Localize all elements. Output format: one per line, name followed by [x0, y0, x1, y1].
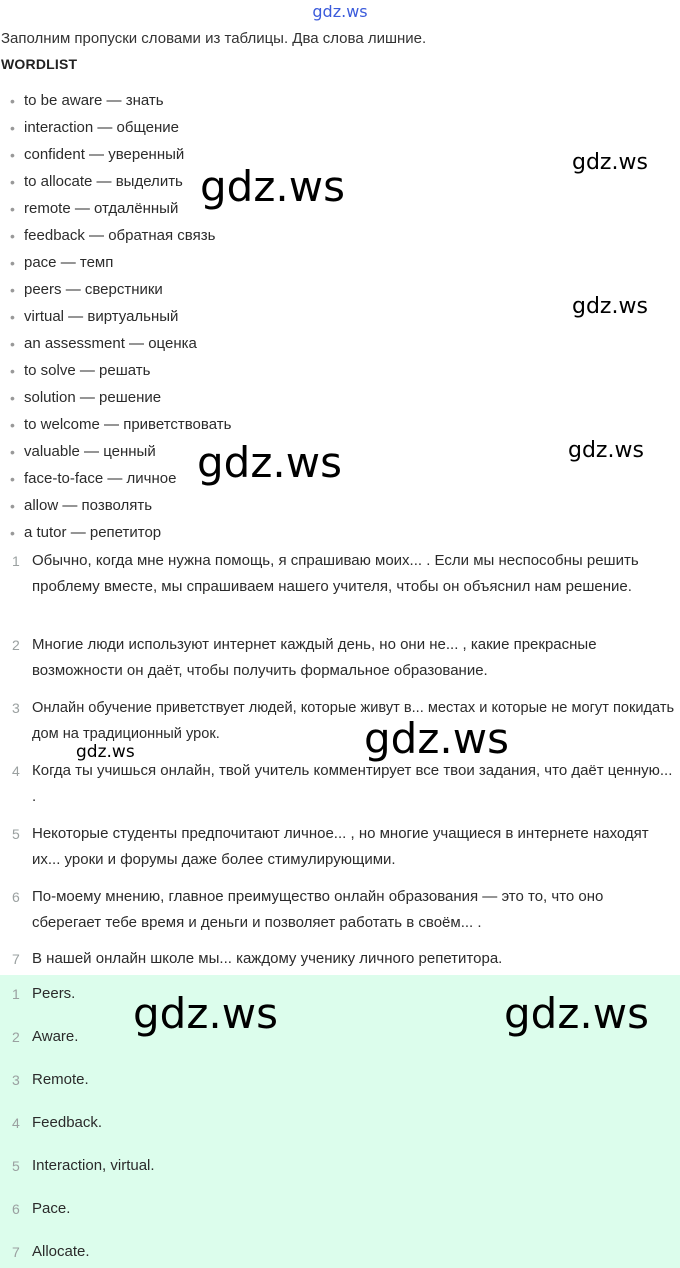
- task-text: По-моему мнению, главное преимущество онлайн образования — это то, что оно сберегает тебе время и деньги и позволяет работать в своём... .: [32, 888, 604, 931]
- task-text: Некоторые студенты предпочитают личное... , но многие учащиеся в интернете находят их... уроки и форумы даже более стимулирующими.: [32, 825, 649, 868]
- task-text: Многие люди используют интернет каждый день, но они не... , какие прекрасные возможности он даёт, чтобы получить формальное образование.: [32, 636, 597, 679]
- task-item: [0, 695, 680, 747]
- bullet-icon: •: [10, 363, 15, 379]
- answer-text: Allocate.: [32, 1243, 90, 1260]
- task-number: 2: [12, 637, 20, 653]
- answer-text: Aware.: [32, 1028, 79, 1045]
- task-number: 6: [12, 889, 20, 905]
- watermark: gdz.ws: [133, 989, 278, 1038]
- answer-number: 7: [12, 1244, 20, 1260]
- answer-text: Pace.: [32, 1200, 71, 1217]
- wordlist-item: • to be aware — знать: [10, 90, 231, 117]
- answer-text: Interaction, virtual.: [32, 1157, 155, 1174]
- wordlist-item: • valuable — ценный: [10, 441, 231, 468]
- bullet-icon: •: [10, 120, 15, 136]
- task-item: [0, 548, 680, 600]
- bullet-icon: •: [10, 93, 15, 109]
- answer-text: Peers.: [32, 985, 76, 1002]
- instruction-text: Заполним пропуски словами из таблицы. Два слова лишние.: [1, 30, 427, 47]
- wordlist-item: • to allocate — выделить: [10, 171, 231, 198]
- watermark: gdz.ws: [76, 742, 135, 762]
- watermark: gdz.ws: [364, 714, 509, 763]
- bullet-icon: •: [10, 390, 15, 406]
- wordlist-item: • interaction — общение: [10, 117, 231, 144]
- wordlist-item: • solution — решение: [10, 387, 231, 414]
- watermark: gdz.ws: [572, 294, 648, 319]
- bullet-icon: •: [10, 444, 15, 460]
- task-number: 7: [12, 951, 20, 967]
- task-text: Обычно, когда мне нужна помощь, я спрашиваю моих... . Если мы неспособны решить проблему вместе, мы спрашиваем нашего учителя, чтобы он объяснил нам решение.: [32, 552, 639, 595]
- task-item: [0, 884, 680, 936]
- task-item: [0, 758, 680, 810]
- bullet-icon: •: [10, 174, 15, 190]
- answer-text: Feedback.: [32, 1114, 103, 1131]
- task-item: [0, 632, 680, 684]
- wordlist-item: • allow — позволять: [10, 495, 231, 522]
- answer-number: 4: [12, 1115, 20, 1131]
- bullet-icon: •: [10, 525, 15, 541]
- bullet-icon: •: [10, 147, 15, 163]
- bullet-icon: •: [10, 417, 15, 433]
- task-number: 1: [12, 553, 20, 569]
- answer-number: 1: [12, 986, 20, 1002]
- task-number: 5: [12, 826, 20, 842]
- answer-number: 6: [12, 1201, 20, 1217]
- wordlist-item: • confident — уверенный: [10, 144, 231, 171]
- answer-number: 2: [12, 1029, 20, 1045]
- wordlist-item: • an assessment — оценка: [10, 333, 231, 360]
- wordlist-item: • a tutor — репетитор: [10, 522, 231, 549]
- watermark: gdz.ws: [197, 438, 342, 487]
- watermark: gdz.ws: [568, 438, 644, 463]
- wordlist-item: • feedback — обратная связь: [10, 225, 231, 252]
- answer-number: 3: [12, 1072, 20, 1088]
- watermark: gdz.ws: [572, 150, 648, 175]
- wordlist-item: • virtual — виртуальный: [10, 306, 231, 333]
- task-text: В нашей онлайн школе мы... каждому ученику личного репетитора.: [32, 950, 503, 967]
- wordlist-item: • remote — отдалённый: [10, 198, 231, 225]
- wordlist-item: • pace — темп: [10, 252, 231, 279]
- answer-number: 5: [12, 1158, 20, 1174]
- task-item: [0, 821, 680, 873]
- task-number: 3: [12, 700, 20, 716]
- bullet-icon: •: [10, 471, 15, 487]
- wordlist-item: • peers — сверстники: [10, 279, 231, 306]
- task-text: Когда ты учишься онлайн, твой учитель комментирует все твои задания, что даёт ценную... .: [32, 762, 673, 805]
- watermark: gdz.ws: [504, 989, 649, 1038]
- answer-text: Remote.: [32, 1071, 89, 1088]
- bullet-icon: •: [10, 255, 15, 271]
- task-item: [0, 946, 680, 972]
- top-watermark: gdz.ws: [312, 2, 368, 21]
- bullet-icon: •: [10, 282, 15, 298]
- wordlist-title: WORDLIST: [1, 56, 78, 72]
- watermark: gdz.ws: [200, 162, 345, 211]
- bullet-icon: •: [10, 336, 15, 352]
- wordlist-item: • to welcome — приветствовать: [10, 414, 231, 441]
- bullet-icon: •: [10, 498, 15, 514]
- bullet-icon: •: [10, 309, 15, 325]
- task-text: Онлайн обучение приветствует людей, которые живут в... местах и которые не могут покидать дом на традиционный урок.: [32, 700, 675, 742]
- bullet-icon: •: [10, 201, 15, 217]
- bullet-icon: •: [10, 228, 15, 244]
- wordlist-item: • to solve — решать: [10, 360, 231, 387]
- wordlist-item: • face-to-face — личное: [10, 468, 231, 495]
- task-number: 4: [12, 763, 20, 779]
